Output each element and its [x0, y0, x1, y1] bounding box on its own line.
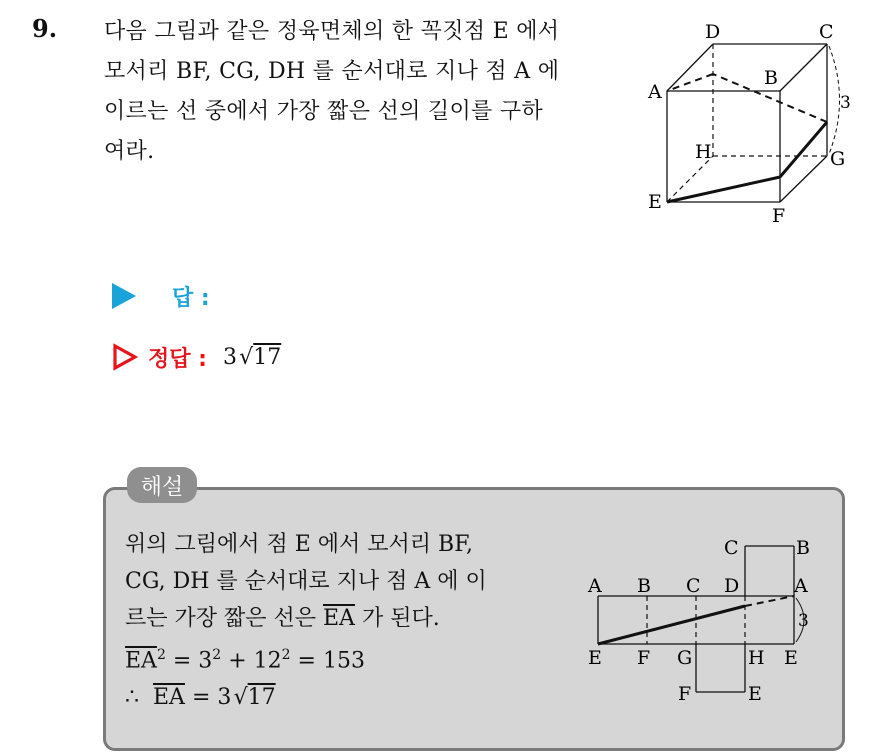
edge-length-label: 3	[840, 93, 851, 113]
radicand: 17	[253, 344, 282, 370]
question-text	[104, 12, 624, 172]
correct-answer-label: 정답 :	[148, 346, 207, 372]
shortest-path-hidden	[745, 596, 794, 606]
question-line: 모서리 BF, CG, DH 를 순서대로 지나 점 A 에	[104, 59, 560, 84]
vertex-label-c: C	[819, 21, 834, 43]
net-label: E	[588, 647, 602, 669]
segment-ea: $\overline{EA}$	[153, 685, 185, 711]
shortest-path-segment	[780, 122, 827, 177]
segment-ea: $\overline{EA}$	[125, 648, 157, 674]
answer-row	[112, 280, 210, 312]
vertex-label-b: B	[764, 67, 778, 89]
exponent: 2	[281, 647, 291, 663]
equation-line	[125, 637, 575, 679]
net-label: A	[588, 575, 602, 597]
exponent: 2	[156, 647, 166, 663]
explanation-text-run: 가 된다.	[354, 606, 440, 631]
equation-term: = 3	[165, 648, 213, 674]
net-label: G	[677, 647, 693, 669]
net-label: C	[724, 537, 739, 559]
net-label: B	[637, 575, 651, 597]
net-figure	[584, 532, 824, 708]
edge-length-label: 3	[798, 611, 809, 631]
correct-answer-row	[112, 340, 281, 374]
shortest-path-segment	[598, 606, 745, 644]
net-label: B	[796, 537, 810, 559]
sqrt-symbol: √	[233, 685, 248, 711]
explanation-tab: 해설	[127, 467, 197, 503]
explanation-line	[125, 600, 575, 637]
net-label: E	[748, 683, 762, 705]
net-label: D	[724, 575, 740, 597]
net-label: H	[748, 647, 765, 669]
sqrt-symbol: √	[239, 344, 254, 370]
net-label: F	[678, 683, 692, 705]
net-label: F	[637, 647, 651, 669]
shortest-path-hidden	[667, 74, 713, 91]
equation-term: + 12	[221, 648, 282, 674]
question-line: 다음 그림과 같은 정육면체의 한 꼭짓점 E 에서	[104, 19, 560, 44]
shortest-path-segment	[667, 177, 780, 202]
vertex-label-a: A	[648, 81, 662, 103]
question-line: 여라.	[104, 139, 155, 164]
coefficient: 3	[222, 344, 237, 370]
answer-label: 답 :	[172, 285, 210, 311]
cube-figure	[640, 16, 870, 236]
equation-term: = 3	[184, 685, 232, 711]
cube-edge	[780, 44, 827, 91]
question-number: 9.	[32, 14, 58, 43]
question-line: 이르는 선 중에서 가장 짧은 선의 길이를 구하	[104, 99, 543, 124]
vertex-label-f: F	[772, 205, 786, 227]
segment-ea: $\overline{EA}$	[323, 606, 355, 631]
dimension-arc	[829, 46, 840, 154]
net-label: E	[784, 647, 798, 669]
vertex-label-g: G	[830, 148, 846, 170]
cube-edge	[667, 44, 713, 91]
correct-answer-value	[223, 345, 281, 370]
therefore-symbol: ∴	[125, 685, 139, 711]
net-label: C	[686, 575, 701, 597]
exponent: 2	[212, 647, 222, 663]
explanation-line: CG, DH 를 순서대로 지나 점 A 에 이	[125, 569, 487, 594]
outline-triangle-icon	[112, 343, 138, 371]
net-label: A	[794, 575, 808, 597]
vertex-label-h: H	[695, 141, 712, 163]
vertex-label-e: E	[648, 191, 662, 213]
play-triangle-icon	[112, 283, 136, 309]
radicand: 17	[247, 685, 276, 711]
vertex-label-d: D	[705, 21, 721, 43]
equation-term: = 153	[290, 648, 365, 674]
explanation-text	[125, 526, 575, 716]
explanation-line: 위의 그림에서 점 E 에서 모서리 BF,	[125, 532, 474, 557]
equation-line	[125, 679, 575, 716]
cube-edge	[780, 156, 827, 202]
explanation-text-run: 르는 가장 짧은 선은	[125, 606, 323, 631]
